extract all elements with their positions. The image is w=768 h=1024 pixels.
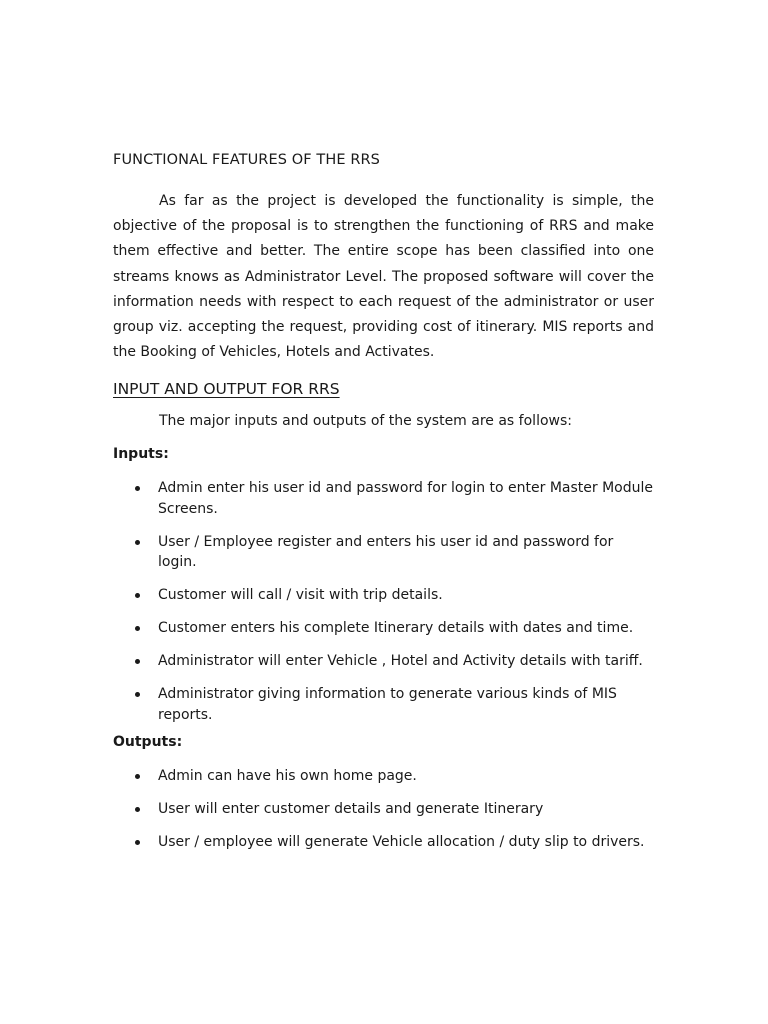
bullet-icon [135, 593, 140, 598]
inputs-label: Inputs: [113, 446, 169, 462]
list-item [113, 478, 654, 519]
list-item-text: Administrator giving information to generate various kinds of MIS reports. [158, 686, 617, 723]
list-item-text: Admin can have his own home page. [158, 768, 417, 784]
list-item-text: User will enter customer details and generate Itinerary [158, 801, 544, 817]
inputs-list [113, 478, 654, 738]
section-title: FUNCTIONAL FEATURES OF THE RRS [113, 152, 380, 168]
list-item [113, 684, 654, 725]
bullet-icon [135, 626, 140, 631]
intro-paragraph: As far as the project is developed the functionality is simple, the objective of the proposal is to strengthen the functioning of RRS and make them effective and better. The entire scope has been classified into one streams knows as Administrator Level. The proposed software will cover the information needs with respect to each request of the administrator or user group viz. accepting the request, providing cost of itinerary. MIS reports and the Booking of Vehicles, Hotels and Activates. [113, 193, 654, 361]
list-item [113, 799, 654, 820]
list-item-text: Admin enter his user id and password for login to enter Master Module Screens. [158, 480, 654, 517]
list-item [113, 651, 654, 672]
list-item-text: User / employee will generate Vehicle allocation / duty slip to drivers. [158, 834, 645, 850]
bullet-icon [135, 486, 140, 491]
outputs-label: Outputs: [113, 734, 183, 750]
bullet-icon [135, 840, 140, 845]
bullet-icon [135, 774, 140, 779]
bullet-icon [135, 692, 140, 697]
list-item [113, 766, 654, 787]
list-item-text: User / Employee register and enters his user id and password for login. [158, 533, 614, 570]
list-item [113, 618, 654, 639]
list-item [113, 585, 654, 606]
list-item-text: Customer will call / visit with trip details. [158, 587, 443, 603]
outputs-list [113, 766, 654, 865]
list-item [113, 832, 654, 853]
list-item-text: Administrator will enter Vehicle , Hotel and Activity details with tariff. [158, 653, 643, 669]
bullet-icon [135, 540, 140, 545]
bullet-icon [135, 659, 140, 664]
list-item-text: Customer enters his complete Itinerary details with dates and time. [158, 620, 634, 636]
io-intro-text: The major inputs and outputs of the system are as follows: [159, 413, 572, 429]
bullet-icon [135, 807, 140, 812]
list-item [113, 532, 654, 573]
io-heading: INPUT AND OUTPUT FOR RRS [113, 380, 340, 398]
